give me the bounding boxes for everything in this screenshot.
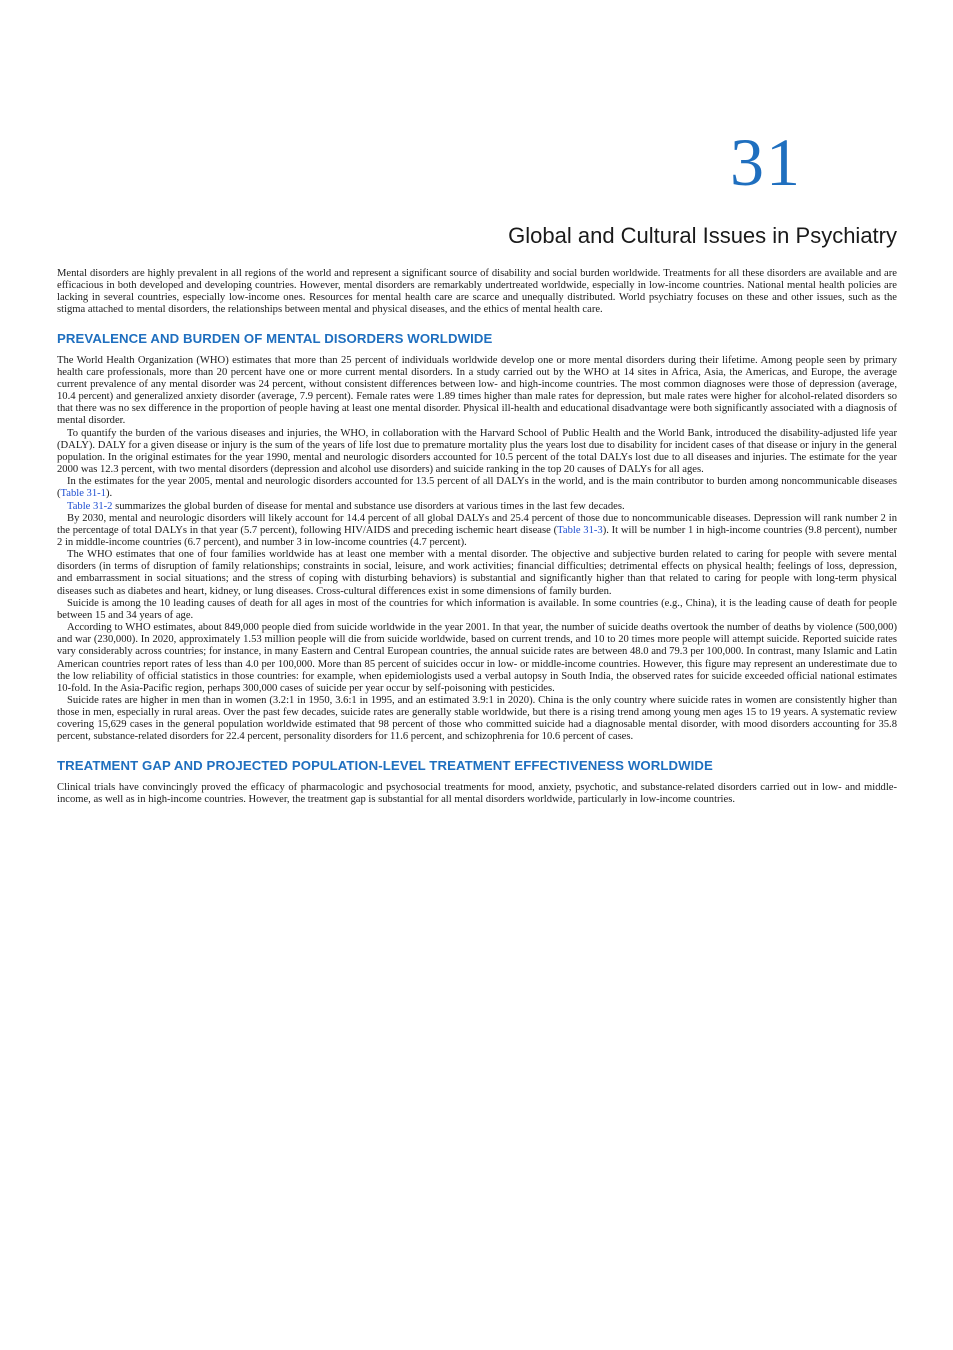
paragraph <box>57 513 897 549</box>
table-reference-link[interactable]: Table 31-2 <box>67 500 113 512</box>
paragraph: To quantify the burden of the various diseases and injuries, the WHO, in collaboration with the Harvard School of Public Health and the World Bank, introduced the disability-adjusted life year (DALY). DALY for a given disease or injury is the sum of the years of life lost due to premature mortality plus the years lost due to disability for incident cases of that disease or injury in the general population. In the original estimates for the year 1990, mental and neurologic disorders accounted for 10.5 percent of the total DALYs lost due to all diseases and injuries. The estimate for the year 2000 was 12.3 percent, with two mental disorders (depression and alcohol use disorders) and suicide ranking in the top 20 causes of DALYs for all ages. <box>57 427 897 476</box>
paragraph: Clinical trials have convincingly proved the efficacy of pharmacologic and psychosocial treatments for mood, anxiety, psychotic, and substance-related disorders carried out in low- and middle-income, as well as in high-income countries. However, the treatment gap is substantial for all mental disorders worldwide, particularly in low-income countries. <box>57 781 897 805</box>
table-reference-link[interactable]: Table 31-3 <box>557 524 603 536</box>
paragraph: The World Health Organization (WHO) estimates that more than 25 percent of individuals worldwide develop one or more mental disorders during their lifetime. Among people seen by primary health care professionals, more than 20 percent have one or more current mental disorders. In a study carried out by the WHO at 14 sites in Africa, Asia, the Americas, and Europe, the average current prevalence of any mental disorder was 24 percent, without consistent differences between low- and high-income countries. The most common diagnoses were those of depression (average, 10.4 percent) and generalized anxiety disorder (average, 7.9 percent). Female rates were 1.89 times higher than male rates for depression, but male rates were higher for alcohol-related disorders so that there was no sex difference in the proportion of people having at least one mental disorder. Physical ill-health and educational disadvantage were both significantly associated with a diagnosis of mental disorder. <box>57 354 897 427</box>
paragraph-text: By 2030, mental and neurologic disorders will likely account for 14.4 percent of all global DALYs and 25.4 percent of those due to noncommunicable diseases. Depression will rank number 2 in the percentage of total DALYs in that year (5.7 percent), following HIV/AIDS and preceding ischemic heart disease ( <box>57 512 897 536</box>
section-heading: TREATMENT GAP AND PROJECTED POPULATION-LEVEL TREATMENT EFFECTIVENESS WORLDWIDE <box>57 757 713 773</box>
paragraph: Suicide is among the 10 leading causes of death for all ages in most of the countries for which information is available. In some countries (e.g., China), it is the leading cause of death for people between 15 and 34 years of age. <box>57 597 897 621</box>
paragraph-text: In the estimates for the year 2005, mental and neurologic disorders accounted for 13.5 percent of all DALYs in the world, and is the main contributor to burden among noncommunicable diseases ( <box>57 476 897 500</box>
chapter-body <box>57 268 897 820</box>
paragraph <box>57 501 897 513</box>
paragraph-text: ). <box>105 488 113 500</box>
table-reference-link[interactable]: Table 31-1 <box>60 488 106 500</box>
chapter-number: 31 <box>730 124 802 200</box>
section-prevalence-and-burden <box>57 331 897 744</box>
paragraph-text: summarizes the global burden of disease for mental and substance use disorders at various times in the last few decades. <box>112 500 625 512</box>
paragraph: The WHO estimates that one of four families worldwide has at least one member with a mental disorder. The objective and subjective burden related to caring for people with severe mental disorders (in terms of disruption of family relationships; constraints in social, leisure, and work activities; financial difficulties; detrimental effects on physical health; feelings of loss, depression, and embarrassment in social situations; and the stress of coping with disturbing behaviors) is substantial and significantly higher than that related to caring for people with long-term physical diseases such as diabetes and heart, kidney, or lung diseases. Cross-cultural differences exist in some dimensions of family burden. <box>57 549 897 597</box>
paragraph: According to WHO estimates, about 849,000 people died from suicide worldwide in the year 2001. In that year, the number of suicide deaths overtook the number of deaths by violence (500,000) and war (230,000). In 2020, approximately 1.53 million people will die from suicide worldwide, based on current trends, and 10 to 20 times more people will attempt suicide. Reported suicide rates vary considerably across countries; for instance, in many Eastern and Central European countries, the annual suicide rates are between 48.0 and 79.3 per 100,000. In contrast, many Islamic and Latin American countries report rates of less than 4.0 per 100,000. More than 85 percent of suicides occur in low- or middle-income countries. However, this figure may represent an underestimate due to the low reliability of official statistics in those countries: for example, when epidemiologists used a verbal autopsy in South India, the observed rates for suicide exceeded official national estimates 10-fold. In the Asia-Pacific region, perhaps 300,000 cases of suicide per year occur by self-poisoning with pesticides. <box>57 622 897 694</box>
paragraph <box>57 476 897 500</box>
chapter-introduction: Mental disorders are highly prevalent in all regions of the world and represent a significant source of disability and social burden worldwide. Treatments for all these disorders are available and are efficacious in both developed and developing countries. However, mental disorders are remarkably undertreated worldwide, especially in low-income countries. National mental health policies are lacking in several countries, especially low-income ones. Resources for mental health care are scarce and unequally distributed. World psychiatry focuses on these and other issues, such as the stigma attached to mental disorders, the relationships between mental and physical diseases, and the ethics of mental health care. <box>57 268 897 316</box>
section-heading: PREVALENCE AND BURDEN OF MENTAL DISORDERS WORLDWIDE <box>57 330 493 346</box>
paragraph-text: ). It will be number 1 in high-income countries (9.8 percent), number 2 in middle-income countries (6.7 percent), and number 3 in low-income countries (4.7 percent). <box>57 524 897 548</box>
paragraph: Suicide rates are higher in men than in women (3.2:1 in 1950, 3.6:1 in 1995, and an estimated 3.9:1 in 2020). China is the only country where suicide rates in women are consistently higher than those in men, especially in rural areas. Over the past few decades, suicide rates are generally stable worldwide, but there is a rising trend among young men ages 15 to 19 years. A systematic review covering 15,629 cases in the general population worldwide estimated that 98 percent of those who committed suicide had a diagnosable mental disorder, with mood disorders accounting for 35.8 percent, substance-related disorders for 22.4 percent, personality disorders for 11.6 percent, and schizophrenia for 10.6 percent of cases. <box>57 695 897 743</box>
section-treatment-gap <box>57 758 897 806</box>
chapter-title: Global and Cultural Issues in Psychiatry <box>508 223 897 248</box>
